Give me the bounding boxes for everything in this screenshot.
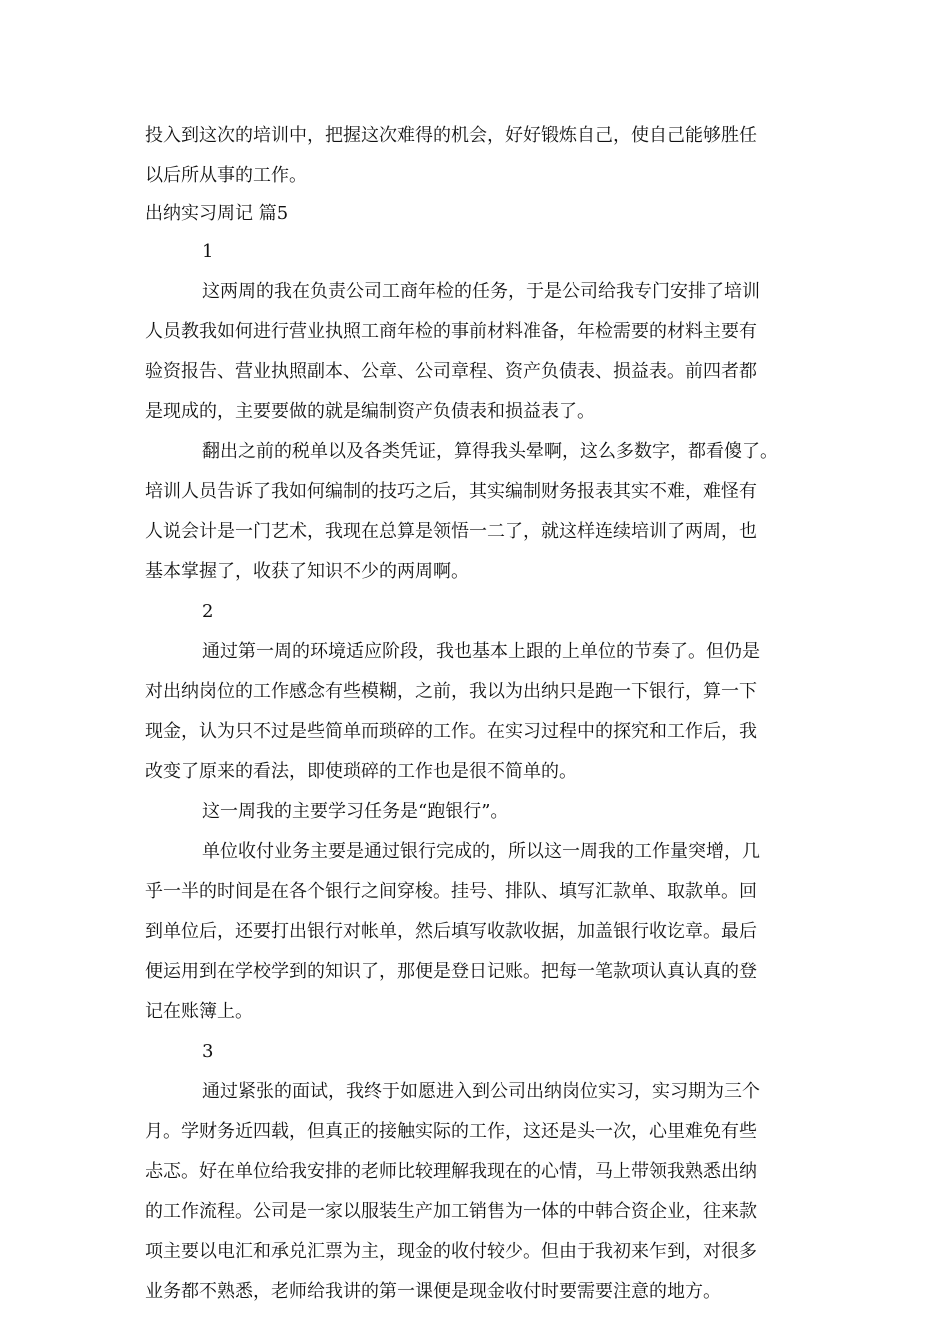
intro-line: 投入到这次的培训中，把握这次难得的机会，好好锻炼自己，使自己能够胜任 [145, 125, 757, 146]
paragraph-line: 月。学财务近四载，但真正的接触实际的工作，这还是头一次，心里难免有些 [145, 1121, 757, 1142]
paragraph-line: 培训人员告诉了我如何编制的技巧之后，其实编制财务报表其实不难，难怪有 [145, 481, 757, 502]
document-body [145, 116, 810, 1312]
paragraph-line: 现金，认为只不过是些简单而琐碎的工作。在实习过程中的探究和工作后，我 [145, 721, 757, 742]
paragraph-line: 翻出之前的税单以及各类凭证，算得我头晕啊，这么多数字，都看傻了。 [202, 441, 778, 462]
paragraph-line: 忐忑。好在单位给我安排的老师比较理解我现在的心情，马上带领我熟悉出纳 [145, 1161, 757, 1182]
paragraph-line: 的工作流程。公司是一家以服装生产加工销售为一体的中韩合资企业，往来款 [145, 1201, 757, 1222]
paragraph-line: 到单位后，还要打出银行对帐单，然后填写收款收据，加盖银行收讫章。最后 [145, 921, 757, 942]
paragraph-line: 记在账簿上。 [145, 1001, 253, 1022]
section-number: 3 [202, 1041, 214, 1062]
paragraph-line: 对出纳岗位的工作感念有些模糊，之前，我以为出纳只是跑一下银行，算一下 [145, 681, 757, 702]
paragraph-line: 这一周我的主要学习任务是“跑银行”。 [202, 801, 509, 822]
paragraph-line: 单位收付业务主要是通过银行完成的，所以这一周我的工作量突增，几 [202, 841, 760, 862]
paragraph-line: 通过紧张的面试，我终于如愿进入到公司出纳岗位实习，实习期为三个 [202, 1081, 760, 1102]
paragraph-line: 这两周的我在负责公司工商年检的任务，于是公司给我专门安排了培训 [202, 281, 760, 302]
paragraph-line: 业务都不熟悉，老师给我讲的第一课便是现金收付时要需要注意的地方。 [145, 1281, 721, 1302]
section-heading: 出纳实习周记 篇5 [145, 203, 289, 224]
section-number: 2 [202, 601, 214, 622]
paragraph-line: 验资报告、营业执照副本、公章、公司章程、资产负债表、损益表。前四者都 [145, 361, 757, 382]
paragraph-line: 基本掌握了，收获了知识不少的两周啊。 [145, 561, 469, 582]
intro-line: 以后所从事的工作。 [145, 165, 307, 186]
paragraph-line: 便运用到在学校学到的知识了，那便是登日记账。把每一笔款项认真认真的登 [145, 961, 757, 982]
paragraph-line: 是现成的，主要要做的就是编制资产负债表和损益表了。 [145, 401, 595, 422]
paragraph-line: 通过第一周的环境适应阶段，我也基本上跟的上单位的节奏了。但仍是 [202, 641, 760, 662]
paragraph-line: 人说会计是一门艺术，我现在总算是领悟一二了，就这样连续培训了两周，也 [145, 521, 757, 542]
paragraph-line: 改变了原来的看法，即使琐碎的工作也是很不简单的。 [145, 761, 577, 782]
section-number: 1 [202, 241, 214, 262]
paragraph-line: 项主要以电汇和承兑汇票为主，现金的收付较少。但由于我初来乍到，对很多 [145, 1241, 757, 1262]
paragraph-line: 乎一半的时间是在各个银行之间穿梭。挂号、排队、填写汇款单、取款单。回 [145, 881, 757, 902]
paragraph-line: 人员教我如何进行营业执照工商年检的事前材料准备，年检需要的材料主要有 [145, 321, 757, 342]
